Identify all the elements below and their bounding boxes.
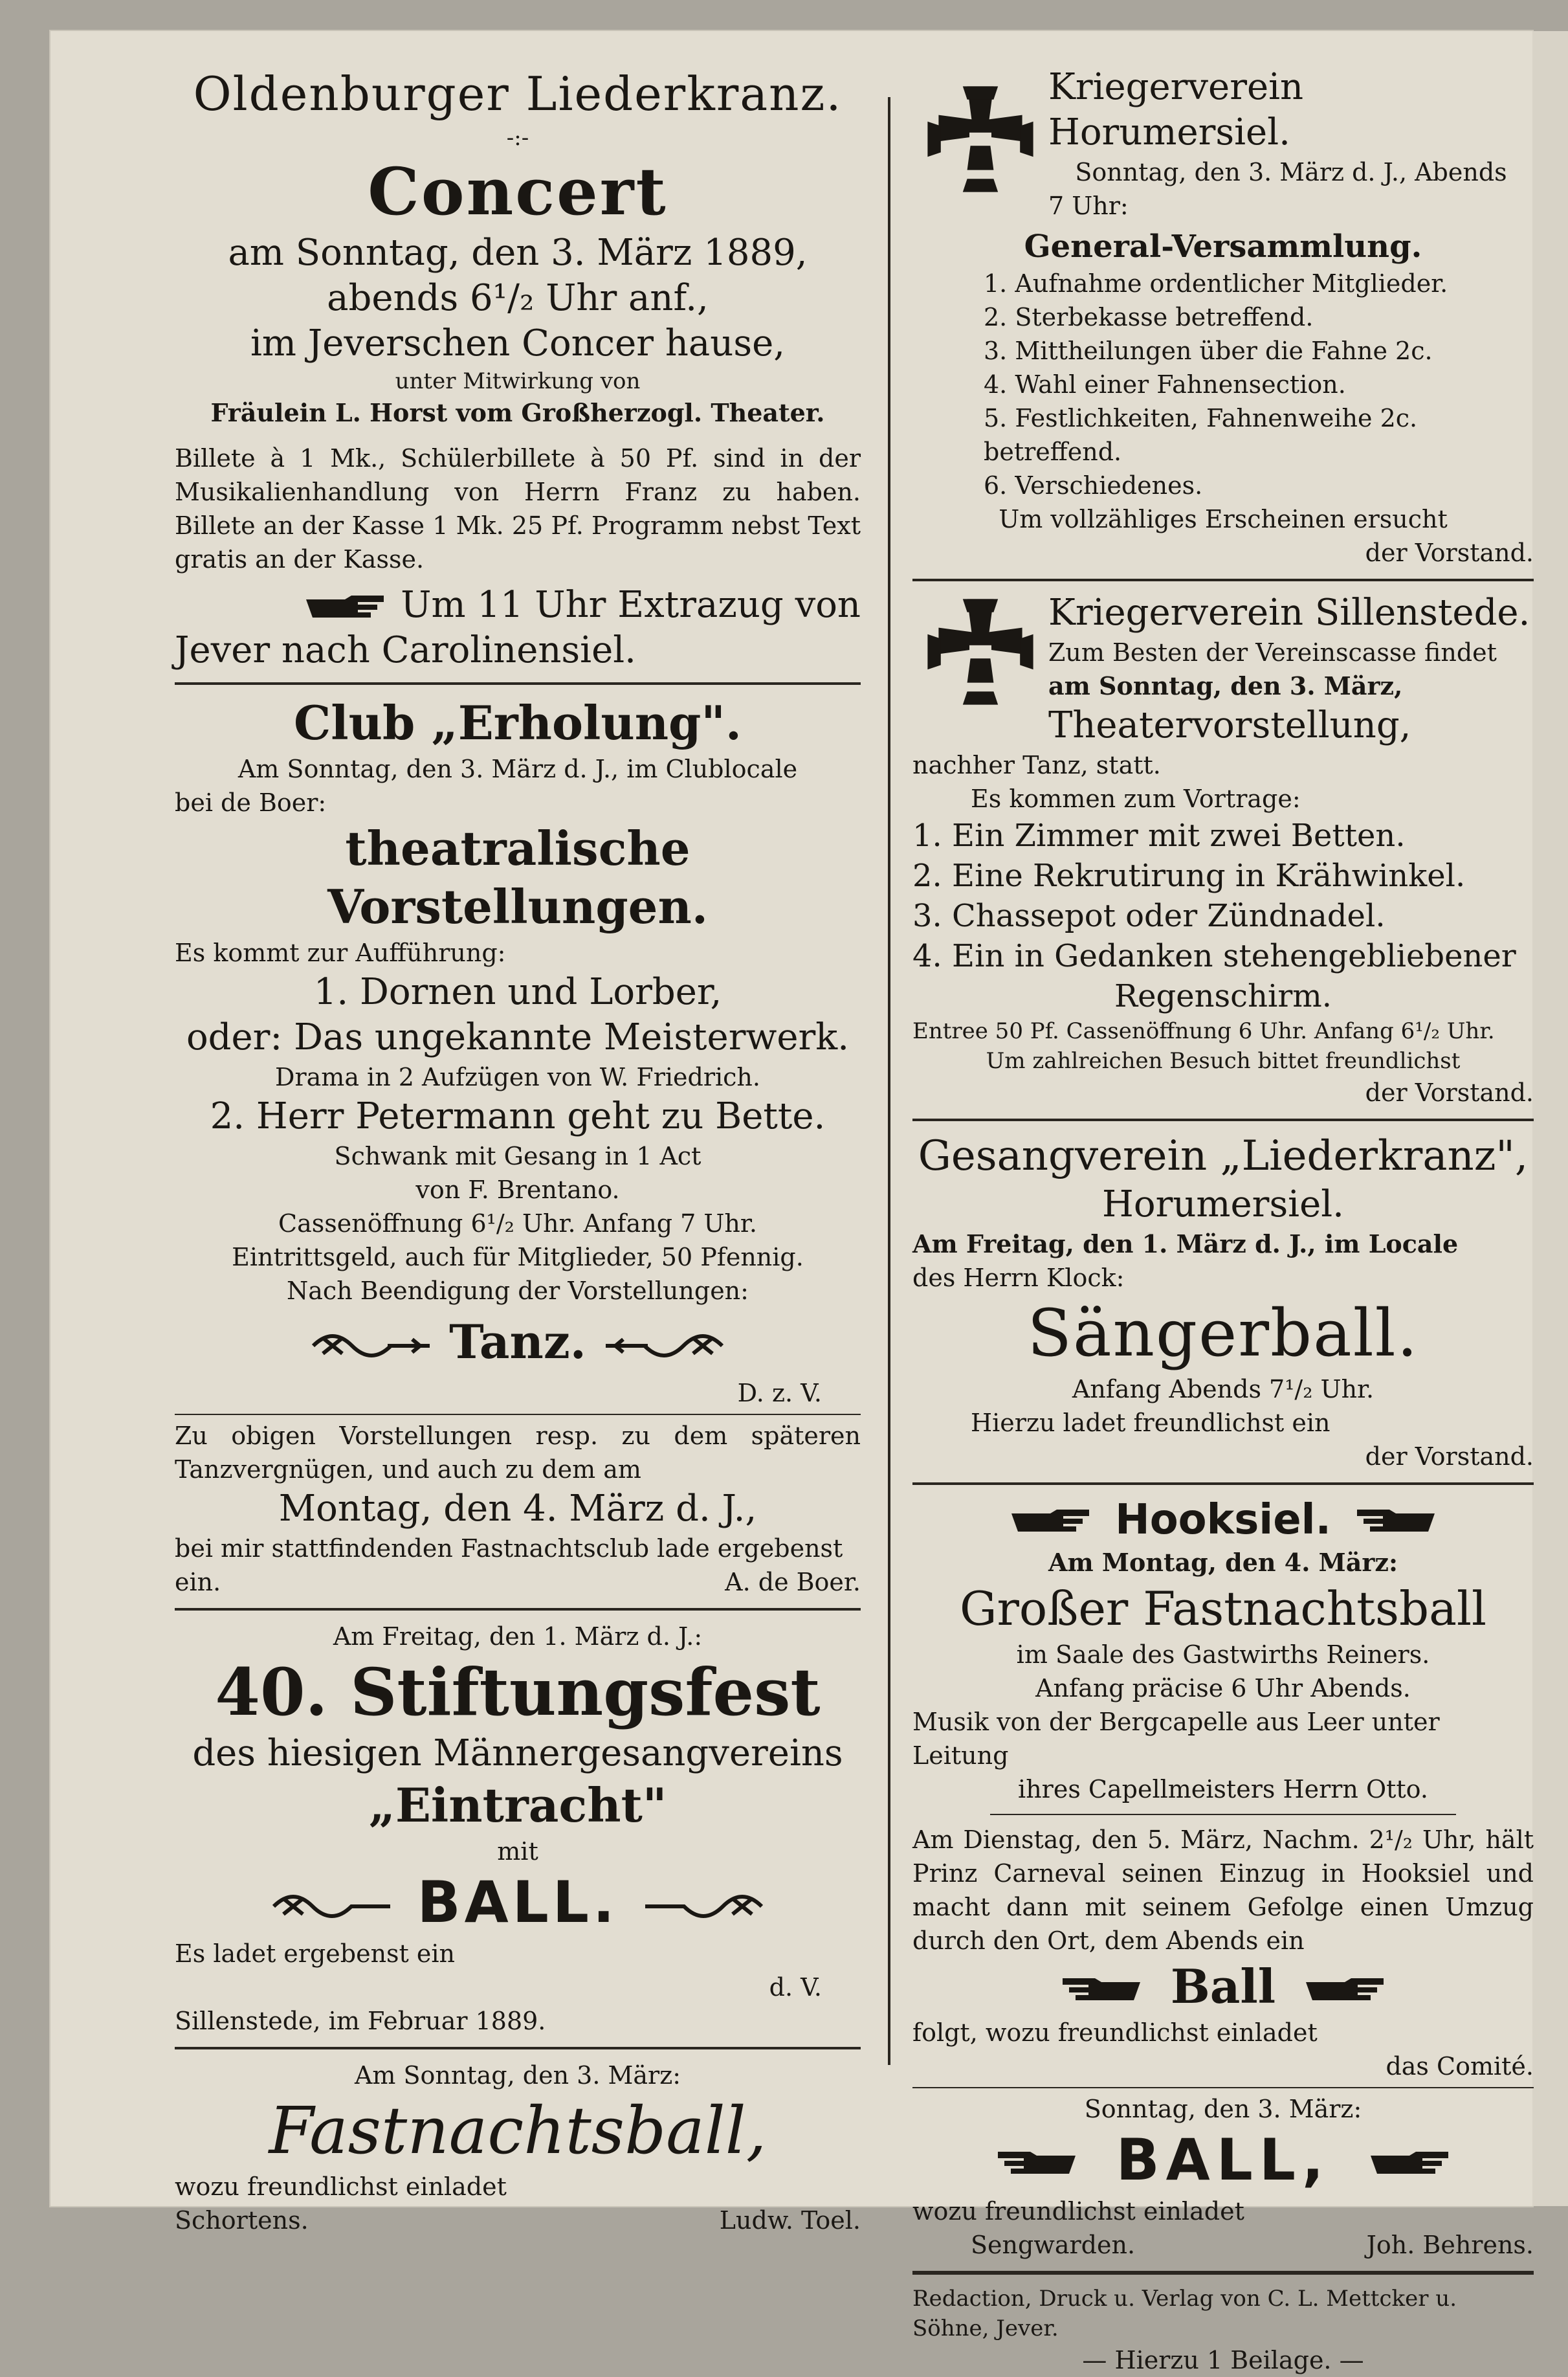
list-item: 2. Eine Rekrutirung in Krähwinkel.: [912, 858, 1466, 894]
pointing-hand-icon: [1044, 1976, 1154, 2005]
separator: [912, 579, 1534, 581]
signature: das Comité.: [1386, 2052, 1534, 2081]
headline: Großer Fastnachtsball: [959, 1581, 1487, 1636]
list-item: 5. Festlichkeiten, Fahnenweihe 2c. betreffend.: [984, 404, 1418, 466]
signature: D. z. V.: [737, 1379, 822, 1407]
list-item: 1. Ein Zimmer mit zwei Betten.: [912, 818, 1406, 854]
play-detail: Drama in 2 Aufzügen von W. Friedrich.: [275, 1063, 760, 1091]
separator: [912, 2087, 1534, 2088]
text-line: Hierzu ladet freundlichst ein: [971, 1409, 1331, 1437]
list-item: 4. Ein in Gedanken stehengebliebener: [912, 938, 1516, 974]
headline: 40. Stiftungsfest: [215, 1654, 821, 1730]
play-item: oder: Das ungekannte Meisterwerk.: [186, 1016, 850, 1058]
list-item: 6. Verschiedenes.: [984, 471, 1203, 500]
text-line: Es kommen zum Vortrage:: [971, 785, 1301, 813]
ad-oldenburger-liederkranz: [175, 65, 861, 673]
ball-line: [912, 1958, 1534, 2016]
text-line: Am Montag, den 4. März:: [1048, 1548, 1398, 1577]
separator: [175, 1414, 861, 1415]
list-item: 4. Wahl einer Fahnensection.: [984, 370, 1346, 399]
tanz-text: Tanz.: [449, 1314, 586, 1369]
paragraph: Zu obigen Vorstellungen resp. zu dem späteren Tanzvergnügen, und auch zu dem am: [175, 1422, 861, 1484]
ad-gesangverein-liederkranz: [912, 1130, 1534, 1473]
ad-title: Gesangverein „Liederkranz",: [918, 1132, 1529, 1180]
imprint: Redaction, Druck u. Verlag von C. L. Mettcker u. Söhne, Jever.: [912, 2286, 1457, 2341]
play-item: 1. Dornen und Lorber,: [313, 971, 722, 1013]
extrazug-text: Um 11 Uhr Extrazug von: [401, 584, 861, 626]
headline: Montag, den 4. März d. J.,: [278, 1488, 757, 1530]
list-item: 2. Sterbekasse betreffend.: [984, 303, 1314, 331]
left-column: [175, 65, 861, 2237]
text-line: mit: [497, 1837, 538, 1866]
column-divider: [888, 97, 890, 2065]
headline: Sängerball.: [1027, 1295, 1419, 1371]
text-line: ein.: [175, 1568, 221, 1596]
ball-line: [175, 1868, 861, 1937]
text-line: Anfang Abends 7¹/₂ Uhr.: [1072, 1375, 1375, 1403]
right-column: [912, 65, 1534, 2377]
tanz-line: [175, 1313, 861, 1371]
ad-title-line: [912, 1494, 1534, 1546]
pointing-hand-icon: [1345, 1507, 1442, 1537]
ad-title: Hooksiel.: [1115, 1496, 1331, 1544]
separator: [912, 2271, 1534, 2275]
headline: Theatervorstellung,: [1048, 704, 1411, 746]
text-line: Am Freitag, den 1. März d. J., im Locale: [912, 1229, 1459, 1258]
text-line: bei mir stattfindenden Fastnachtsclub lade ergebenst: [175, 1534, 843, 1563]
text-line: bei de Boer:: [175, 788, 327, 817]
separator: [175, 1608, 861, 1611]
ornament-icon: [602, 1326, 725, 1365]
ad-sengwarden: [912, 2092, 1534, 2262]
place: Schortens.: [175, 2206, 309, 2235]
pointing-hand-icon: [1004, 1507, 1101, 1537]
text-line: des hiesigen Männergesangvereins: [192, 1732, 843, 1774]
text-line: „Eintracht": [368, 1778, 667, 1833]
text-line: am Sonntag, den 3. März 1889,: [228, 232, 808, 274]
text-line: wozu freundlichst einladet: [175, 2172, 507, 2201]
paragraph: Am Dienstag, den 5. März, Nachm. 2¹/₂ Uhr, hält Prinz Carneval seinen Einzug in Hooksiel und macht dann mit seinem Gefolge einen Umzug durch den Ort, dem Abends ein: [912, 1825, 1534, 1955]
list-item: 3. Mittheilungen über die Fahne 2c.: [984, 337, 1433, 365]
ball-line: [912, 2126, 1534, 2194]
text-line: Um vollzähliges Erscheinen ersucht: [999, 505, 1448, 533]
text-line: Eintrittsgeld, auch für Mitglieder, 50 Pfennig.: [232, 1243, 804, 1271]
text-line: Horumersiel.: [1102, 1183, 1344, 1225]
ornament-icon: [310, 1326, 433, 1365]
ad-kriegerverein-sillenstede: [912, 590, 1534, 1110]
ad-title: Oldenburger Liederkranz.: [193, 67, 843, 121]
ad-hooksiel: [912, 1494, 1534, 2083]
pointing-hand-icon: [305, 593, 389, 623]
text-line: Um zahlreichen Besuch bittet freundlichst: [986, 1048, 1461, 1074]
text-line: des Herrn Klock:: [912, 1264, 1125, 1292]
text-line: Es kommt zur Aufführung:: [175, 939, 506, 967]
ad-club-erholung: [175, 694, 861, 1410]
text-line: im Saale des Gastwirths Reiners.: [1016, 1640, 1430, 1669]
text-line: Sonntag, den 3. März:: [1084, 2095, 1362, 2123]
signature: Ludw. Toel.: [719, 2206, 861, 2235]
agenda-list: [984, 267, 1534, 502]
headline: Fastnachtsball,: [269, 2093, 767, 2169]
text-line: Am Sonntag, den 3. März:: [354, 2061, 681, 2090]
list-item: 1. Aufnahme ordentlicher Mitglieder.: [984, 269, 1448, 298]
pointing-hand-icon: [1356, 2149, 1466, 2179]
ad-fastnachtsball-schortens: [175, 2059, 861, 2237]
signature: der Vorstand.: [1365, 1442, 1534, 1471]
text-line: folgt, wozu freundlichst einladet: [912, 2018, 1318, 2047]
text-line: Am Sonntag, den 3. März d. J., im Clublocale: [237, 755, 798, 783]
ball-text: BALL.: [417, 1869, 619, 1936]
text-line: am Sonntag, den 3. März,: [1048, 671, 1403, 700]
separator: [912, 1119, 1534, 1121]
pointing-hand-icon: [1292, 1976, 1402, 2005]
ball-text: Ball: [1170, 1959, 1276, 2014]
text-line: Sonntag, den 3. März d. J., Abends: [1075, 158, 1507, 186]
supplement-note: — Hierzu 1 Beilage. —: [1082, 2346, 1364, 2374]
text-line: Cassenöffnung 6¹/₂ Uhr. Anfang 7 Uhr.: [278, 1209, 757, 1238]
play-detail: von F. Brentano.: [415, 1176, 620, 1204]
text-line: abends 6¹/₂ Uhr anf.,: [327, 277, 709, 319]
ball-text: BALL,: [1116, 2126, 1331, 2193]
text-line: Fräulein L. Horst vom Großherzogl. Theater.: [210, 398, 825, 427]
text-line: Sillenstede, im Februar 1889.: [175, 2007, 546, 2035]
ad-title: Kriegerverein Horumersiel.: [1048, 66, 1304, 153]
text-line: im Jeverschen Concer hause,: [250, 322, 786, 364]
text-line: Anfang präcise 6 Uhr Abends.: [1035, 1674, 1411, 1702]
headline: theatralische Vorstellungen.: [327, 821, 708, 934]
signature: der Vorstand.: [1365, 539, 1534, 567]
signature: der Vorstand.: [1365, 1078, 1534, 1107]
ad-kriegerverein-horumersiel: [912, 65, 1534, 570]
pointing-hand-icon: [980, 2149, 1090, 2179]
signature: A. de Boer.: [725, 1568, 861, 1596]
paragraph: Billete à 1 Mk., Schülerbillete à 50 Pf. sind in der Musikalienhandlung von Herrn Franz zu haben. Billete an der Kasse 1 Mk. 25 Pf. Programm nebst Text gratis an der Kasse.: [175, 444, 861, 574]
text-line: ihres Capellmeisters Herrn Otto.: [1018, 1775, 1428, 1803]
separator: [175, 2047, 861, 2049]
ad-stiftungsfest: [175, 1620, 861, 2038]
separator: [912, 1482, 1534, 1485]
separator: [175, 682, 861, 685]
text-line: Nach Beendigung der Vorstellungen:: [287, 1277, 749, 1305]
text-line: Es ladet ergebenst ein: [175, 1939, 456, 1968]
text-line: Musik von der Bergcapelle aus Leer unter Leitung: [912, 1708, 1440, 1770]
headline: Concert: [368, 153, 668, 230]
text-line: Entree 50 Pf. Cassenöffnung 6 Uhr. Anfang 6¹/₂ Uhr.: [912, 1018, 1495, 1044]
iron-cross-icon: [925, 597, 1035, 707]
text-line: wozu freundlichst einladet: [912, 2197, 1244, 2226]
footer: [912, 2284, 1534, 2377]
play-detail: Schwank mit Gesang in 1 Act: [334, 1142, 701, 1170]
play-item: 2. Herr Petermann geht zu Bette.: [210, 1095, 826, 1137]
headline: General-Versammlung.: [1024, 229, 1422, 265]
ad-title: Kriegerverein Sillenstede.: [1048, 592, 1530, 634]
ad-de-boer: [175, 1419, 861, 1599]
list-item: Regenschirm.: [1114, 978, 1332, 1014]
ornament-icon: [642, 1887, 765, 1926]
signature: d. V.: [769, 1973, 822, 2002]
ornament-icon: [271, 1887, 393, 1926]
text-line: Zum Besten der Vereinscasse findet: [1048, 638, 1497, 667]
divider: -:-: [506, 125, 529, 151]
text-line: unter Mitwirkung von: [395, 368, 641, 394]
text-line: Am Freitag, den 1. März d. J.:: [333, 1622, 703, 1651]
ad-title: Club „Erholung".: [294, 695, 742, 750]
signature: Joh. Behrens.: [1366, 2231, 1534, 2259]
place: Sengwarden.: [971, 2231, 1136, 2259]
text-line: nachher Tanz, statt.: [912, 751, 1161, 779]
text-line: 7 Uhr:: [1048, 192, 1129, 220]
facing-page-edge: [1532, 31, 1568, 2206]
text-line: [175, 583, 861, 628]
separator: [990, 1814, 1456, 1815]
text-line: Jever nach Carolinensiel.: [175, 629, 636, 671]
list-item: 3. Chassepot oder Zündnadel.: [912, 898, 1386, 934]
iron-cross-icon: [925, 84, 1035, 194]
